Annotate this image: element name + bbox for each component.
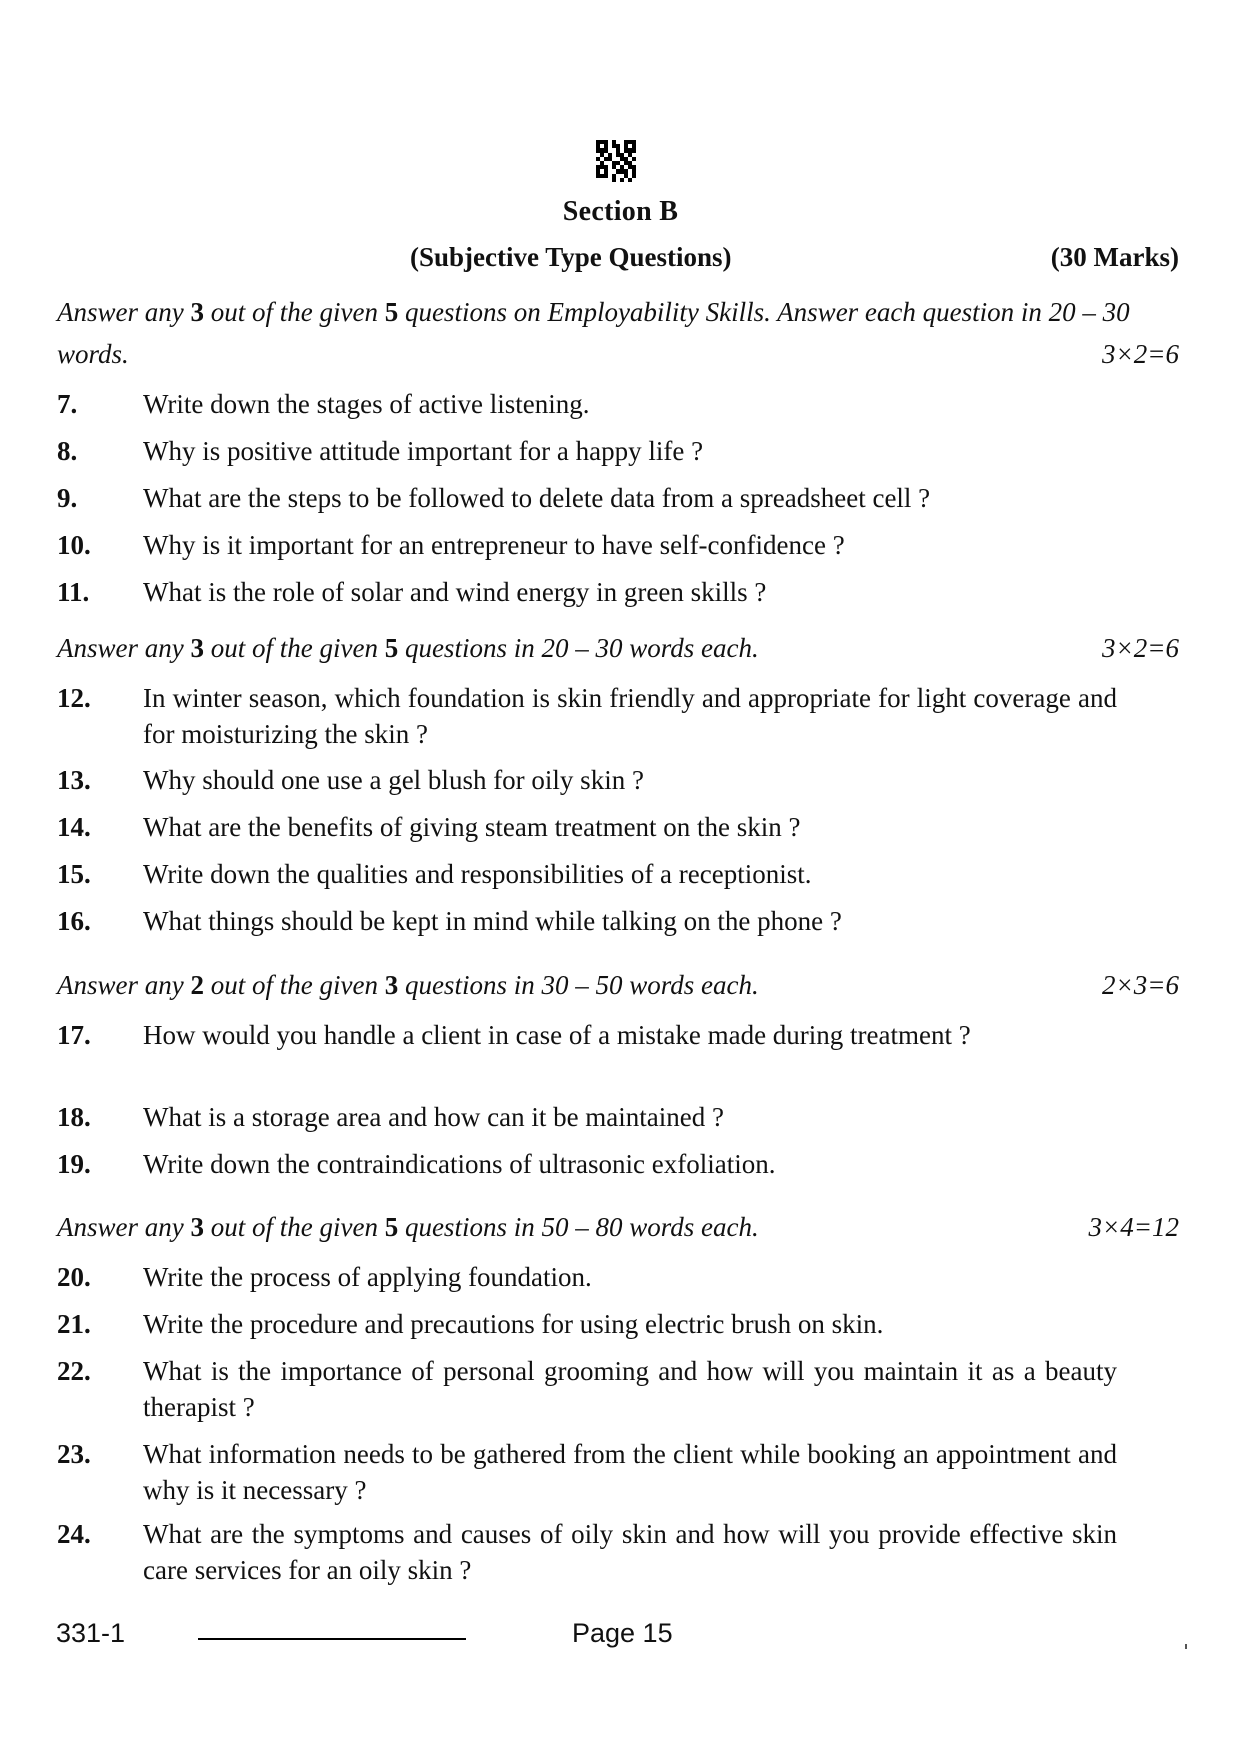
group-marks: 2×3=6 [1102,970,1179,1000]
question-item: 11. What is the role of solar and wind energy in green skills ? [57,577,767,607]
paper-code: 331-1 [56,1618,126,1648]
group-instruction: Answer any 3 out of the given 5 questions on Employability Skills. Answer each question in 20 – 30 words. 3×2=6 [57,291,1179,375]
question-item: 13. Why should one use a gel blush for oily skin ? [57,765,644,795]
group-marks: 3×2=6 [1102,339,1179,369]
question-item: 22. What is the importance of personal grooming and how will you maintain it as a beauty therapist ? [57,1356,1117,1422]
group-marks: 3×4=12 [1088,1212,1179,1242]
question-item: 7. Write down the stages of active listening. [57,389,590,419]
footer-divider [198,1638,466,1640]
question-item: 16. What things should be kept in mind while talking on the phone ? [57,906,842,936]
question-item: 23. What information needs to be gathered from the client while booking an appointment and why is it necessary ? [57,1439,1117,1505]
question-item: 19. Write down the contraindications of ultrasonic exfoliation. [57,1149,776,1179]
footer-mark [1185,1644,1187,1649]
question-item: 15. Write down the qualities and responsibilities of a receptionist. [57,859,812,889]
question-item: 21. Write the procedure and precautions for using electric brush on skin. [57,1309,884,1339]
group-marks: 3×2=6 [1102,633,1179,663]
question-item: 12. In winter season, which foundation is skin friendly and appropriate for light coverage and for moisturizing the skin ? [57,683,1117,749]
question-item: 14. What are the benefits of giving steam treatment on the skin ? [57,812,801,842]
question-item: 18. What is a storage area and how can it be maintained ? [57,1102,725,1132]
page-number: Page 15 [572,1618,673,1648]
section-title: Section B [562,196,679,227]
question-item: 10. Why is it important for an entrepreneur to have self-confidence ? [57,530,845,560]
question-item: 24. What are the symptoms and causes of oily skin and how will you provide effective skin care services for an oily skin ? [57,1519,1117,1585]
question-item: 20. Write the process of applying foundation. [57,1262,592,1292]
qr-code-icon [596,140,636,182]
total-marks: (30 Marks) [1050,242,1179,272]
group-instruction: Answer any 3 out of the given 5 questions in 50 – 80 words each. 3×4=12 [57,1206,1179,1248]
group-instruction: Answer any 2 out of the given 3 questions in 30 – 50 words each. 2×3=6 [57,964,1179,1006]
page-footer [0,1618,1241,1658]
section-subtitle: (Subjective Type Questions) [410,242,732,272]
question-item: 8. Why is positive attitude important for a happy life ? [57,436,704,466]
group-instruction: Answer any 3 out of the given 5 questions in 20 – 30 words each. 3×2=6 [57,627,1179,669]
question-item: 17. How would you handle a client in case of a mistake made during treatment ? [57,1020,971,1050]
question-item: 9. What are the steps to be followed to delete data from a spreadsheet cell ? [57,483,931,513]
